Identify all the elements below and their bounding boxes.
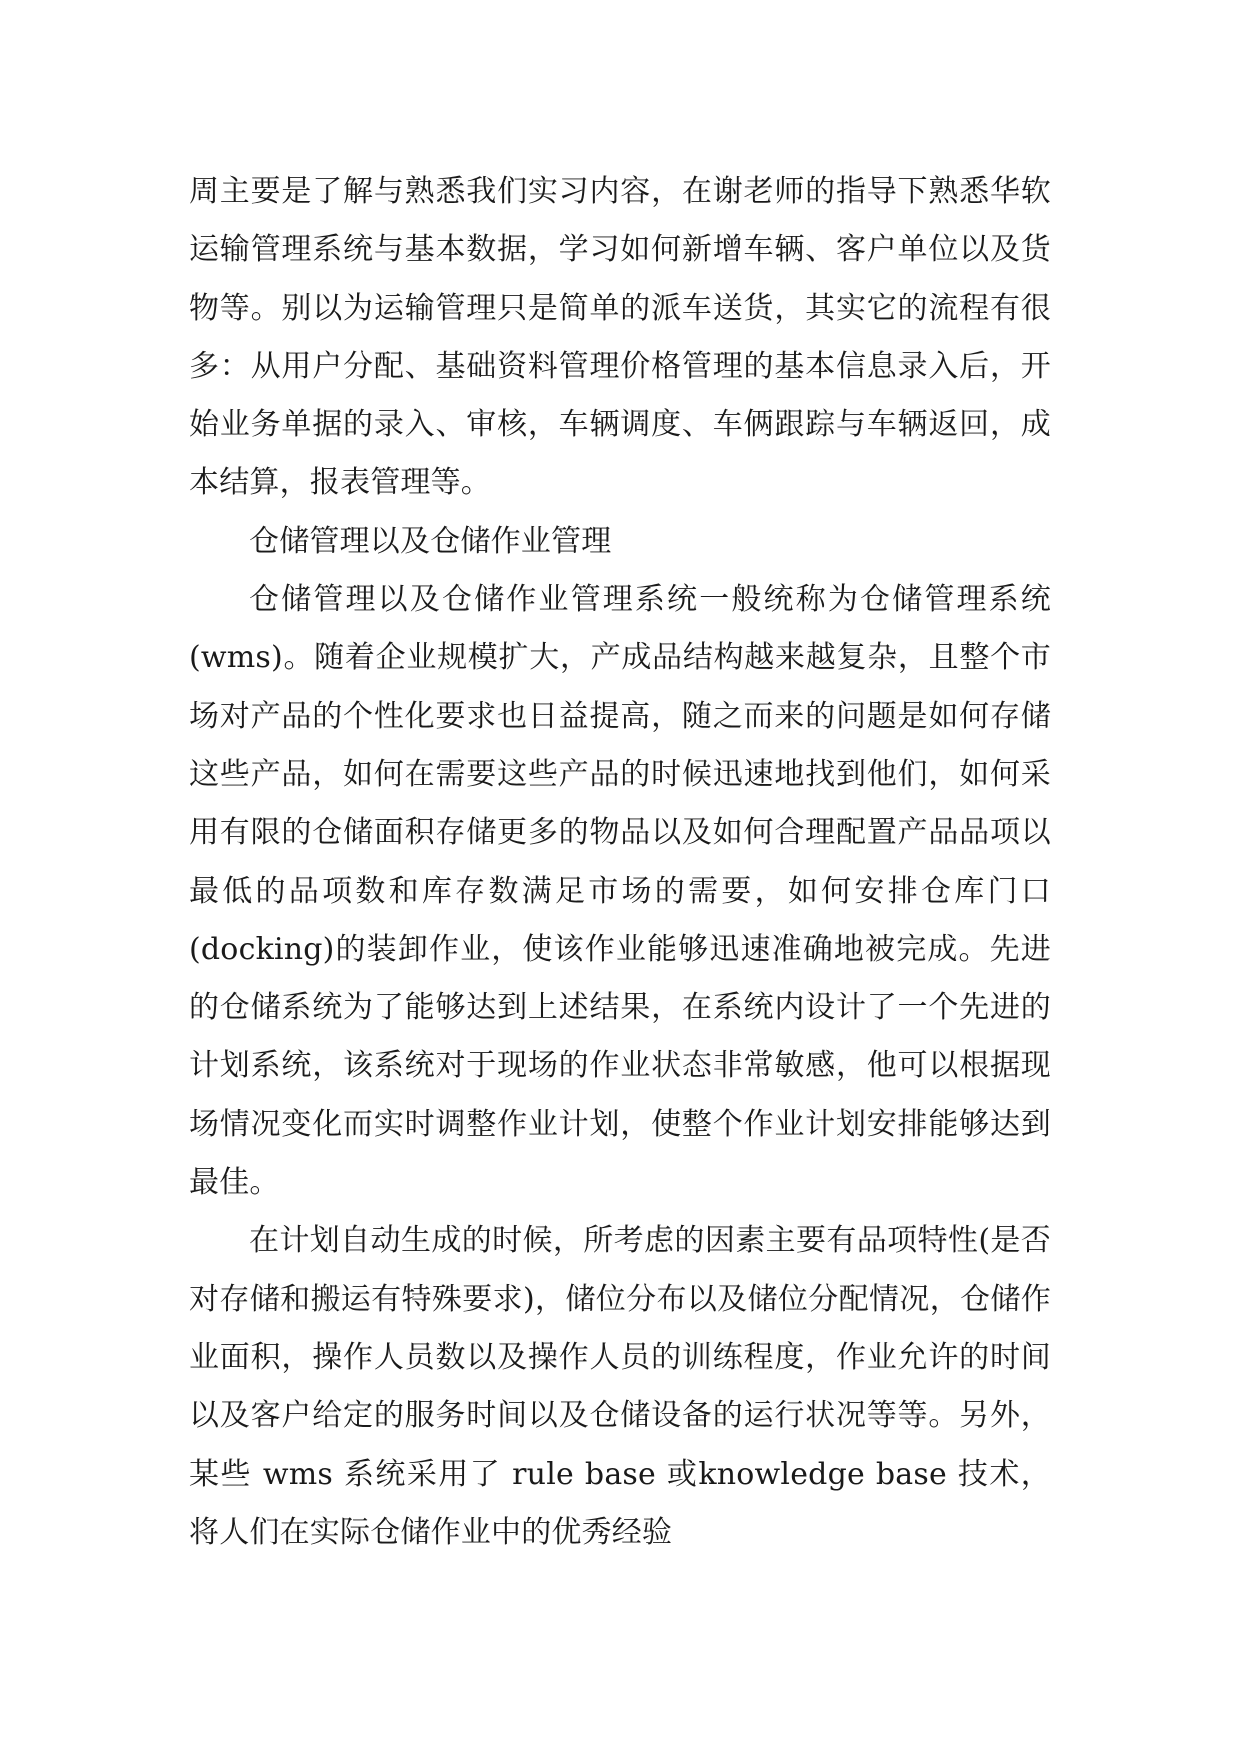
paragraph-transport-summary: 周主要是了解与熟悉我们实习内容，在谢老师的指导下熟悉华软运输管理系统与基本数据，学习如何新增车辆、客户单位以及货物等。别以为运输管理只是简单的派车送货，其实它的流程有很多：从用户分配、基础资料管理价格管理的基本信息录入后，开始业务单据的录入、审核，车辆调度、车俩跟踪与车辆返回，成本结算，报表管理等。 <box>189 174 1051 501</box>
section-heading-warehouse: 仓储管理以及仓储作业管理 <box>249 523 612 559</box>
document-body <box>189 163 1051 1562</box>
paragraph-plan-factors: 在计划自动生成的时候，所考虑的因素主要有品项特性(是否对存储和搬运有特殊要求)，储位分布以及储位分配情况，仓储作业面积，操作人员数以及操作人员的训练程度，作业允许的时间以及客户给定的服务时间以及仓储设备的运行状况等等。另外，某些 wms 系统采用了 rule base 或knowledge base 技术，将人们在实际仓储作业中的优秀经验 <box>189 1223 1051 1550</box>
paragraph-wms-overview: 仓储管理以及仓储作业管理系统一般统称为仓储管理系统(wms)。随着企业规模扩大，产成品结构越来越复杂，且整个市场对产品的个性化要求也日益提高，随之而来的问题是如何存储这些产品，如何在需要这些产品的时候迅速地找到他们，如何采用有限的仓储面积存储更多的物品以及如何合理配置产品品项以最低的品项数和库存数满足市场的需要，如何安排仓库门口(docking)的装卸作业，使该作业能够迅速准确地被完成。先进的仓储系统为了能够达到上述结果，在系统内设计了一个先进的计划系统，该系统对于现场的作业状态非常敏感，他可以根据现场情况变化而实时调整作业计划，使整个作业计划安排能够达到最佳。 <box>189 582 1051 1201</box>
